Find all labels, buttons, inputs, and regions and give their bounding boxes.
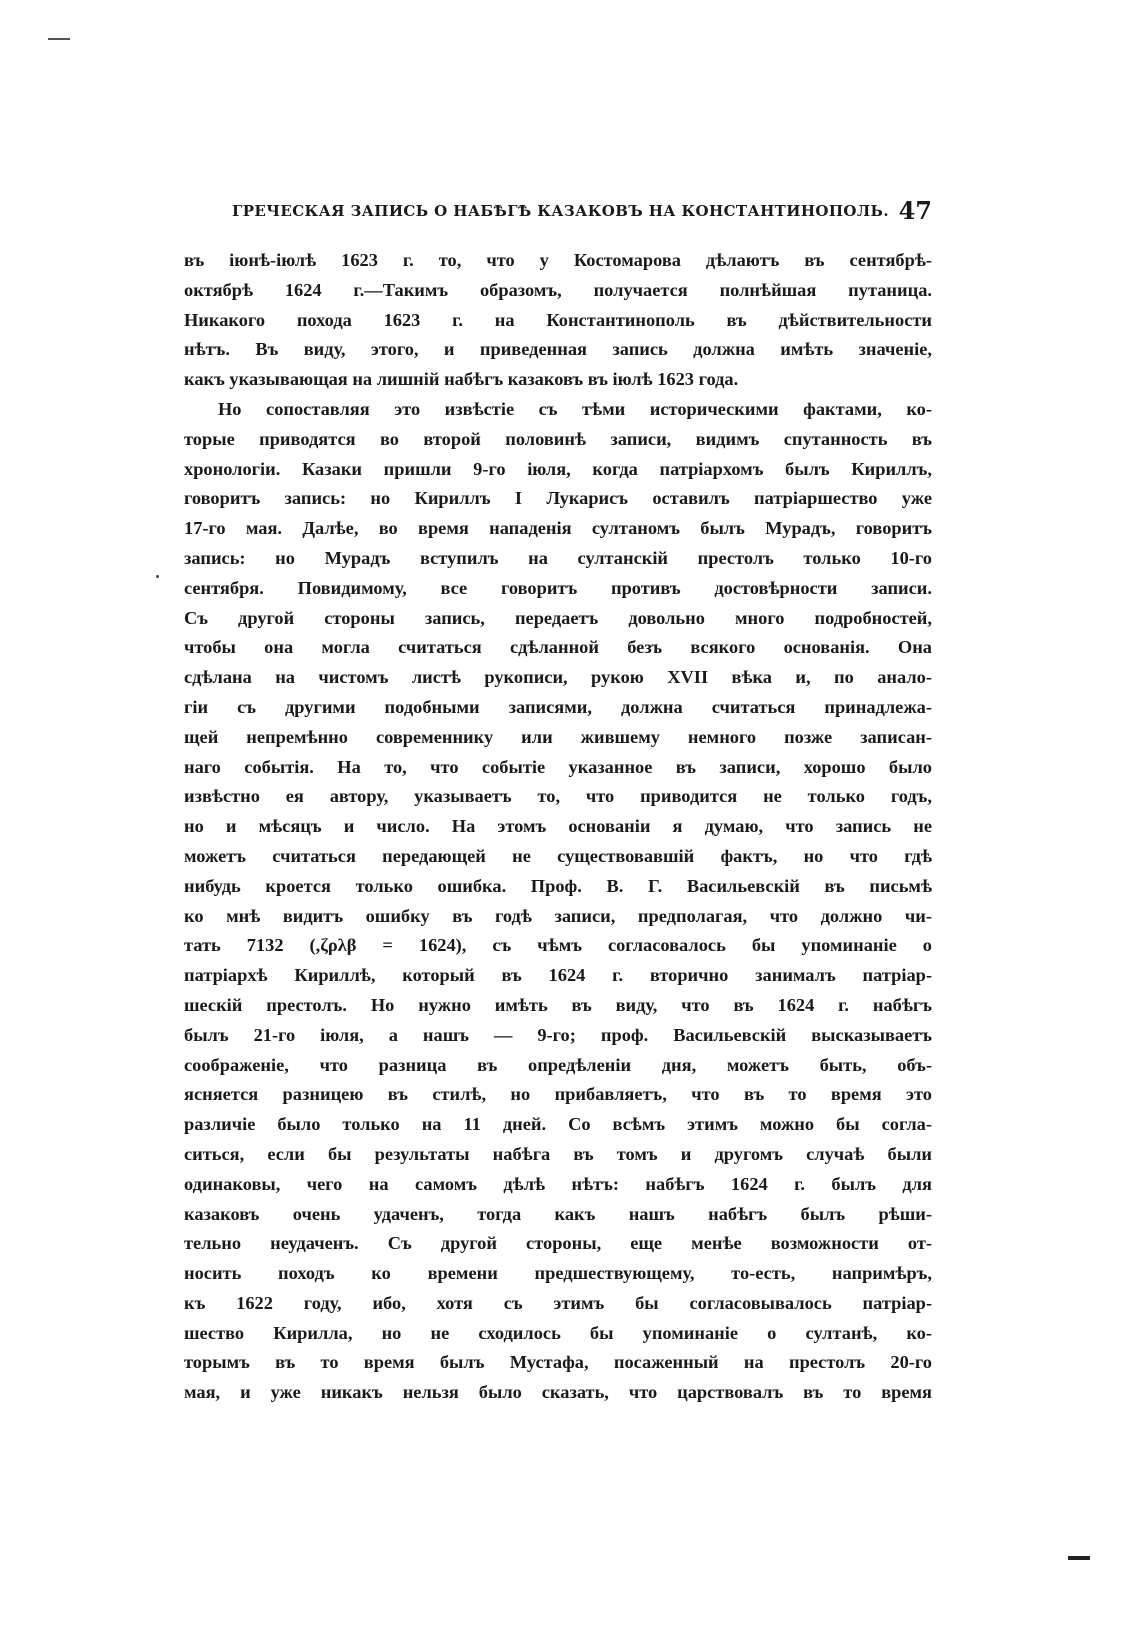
text-line: тельно неудаченъ. Съ другой стороны, еще менѣе возможности от- — [184, 1233, 932, 1254]
text-line: октябрѣ 1624 г.—Такимъ образомъ, получается полнѣйшая путаница. — [184, 279, 932, 300]
text-line: можетъ считаться передающей не существовавшій фактъ, но что гдѣ — [184, 845, 932, 866]
running-title: ГРЕЧЕСКАЯ ЗАПИСЬ О НАБѢГѢ КАЗАКОВЪ НА КОНСТАНТИНОПОЛЬ. — [232, 202, 889, 220]
text-line: сдѣлана на чистомъ листѣ рукописи, рукою XVII вѣка и, по анало- — [184, 667, 932, 688]
text-line: сентября. Повидимому, все говоритъ противъ достовѣрности записи. — [184, 577, 932, 598]
text-line: носить походъ ко времени предшествующему, то-есть, напримѣръ, — [184, 1263, 932, 1284]
page-number: 47 — [898, 196, 932, 225]
text-line: какъ указывающая на лишній набѣгъ казаковъ въ іюлѣ 1623 года. — [184, 369, 739, 390]
text-line: ко мнѣ видитъ ошибку въ годѣ записи, предполагая, что должно чи- — [184, 905, 932, 926]
text-line: торымъ въ то время былъ Мустафа, посаженный на престолъ 20-го — [184, 1352, 932, 1373]
text-line: запись: но Мурадъ вступилъ на султанскій престолъ только 10-го — [184, 547, 932, 568]
body-text — [184, 246, 932, 1408]
text-line: извѣстно ея автору, указываетъ то, что приводится не только годъ, — [184, 786, 932, 807]
text-line: хронологіи. Казаки пришли 9-го іюля, когда патріархомъ былъ Кириллъ, — [184, 458, 932, 479]
text-line: 17-го мая. Далѣе, во время нападенія султаномъ былъ Мурадъ, говоритъ — [184, 518, 932, 539]
text-line: различіе было только на 11 дней. Со всѣмъ этимъ можно бы согла- — [184, 1114, 932, 1135]
scan-corner-mark-bottom — [1068, 1556, 1090, 1560]
text-line: въ іюнѣ-іюлѣ 1623 г. то, что у Костомарова дѣлаютъ въ сентябрѣ- — [184, 250, 932, 270]
text-line: соображеніе, что разница въ опредѣленіи дня, можетъ быть, объ- — [184, 1054, 932, 1075]
text-line: нибудь кроется только ошибка. Проф. В. Г. Васильевскій въ письмѣ — [184, 875, 932, 896]
text-line: ясняется разницею въ стилѣ, но прибавляетъ, что въ то время это — [184, 1084, 932, 1105]
text-line: наго событія. На то, что событіе указанное въ записи, хорошо было — [184, 756, 932, 777]
text-line: къ 1622 году, ибо, хотя съ этимъ бы согласовывалось патріар- — [184, 1292, 932, 1313]
text-line: былъ 21-го іюля, а нашъ — 9-го; проф. Васильевскій высказываетъ — [184, 1024, 932, 1045]
text-line: ситься, если бы результаты набѣга въ томъ и другомъ случаѣ были — [184, 1143, 932, 1164]
text-line: чтобы она могла считаться сдѣланной безъ всякого основанія. Она — [184, 637, 932, 658]
text-line: щей непремѣнно современнику или жившему немного позже записан- — [184, 726, 932, 747]
text-line: говоритъ запись: но Кириллъ I Лукарисъ оставилъ патріаршество уже — [184, 488, 932, 509]
text-line: шескій престолъ. Но нужно имѣть въ виду, что въ 1624 г. набѣгъ — [184, 994, 932, 1015]
text-line: Но сопоставляя это извѣстіе съ тѣми историческими фактами, ко- — [218, 398, 932, 419]
scan-speck — [156, 575, 159, 578]
text-line: мая, и уже никакъ нельзя было сказать, что царствовалъ въ то время — [184, 1382, 932, 1403]
text-line: гіи съ другими подобными записями, должна считаться принадлежа- — [184, 696, 932, 717]
text-line: торые приводятся во второй половинѣ записи, видимъ спутанность въ — [184, 428, 932, 449]
text-line: шество Кирилла, но не сходилось бы упоминаніе о султанѣ, ко- — [184, 1322, 932, 1343]
text-line: нѣтъ. Въ виду, этого, и приведенная запись должна имѣть значеніе, — [184, 339, 932, 360]
page-header — [232, 196, 932, 224]
text-line: Съ другой стороны запись, передаетъ довольно много подробностей, — [184, 607, 932, 628]
text-line: патріархѣ Кириллѣ, который въ 1624 г. вторично занималъ патріар- — [184, 965, 932, 986]
text-line: Никакого похода 1623 г. на Константинополь въ дѣйствительности — [184, 309, 932, 330]
scan-corner-mark-top — [48, 38, 70, 40]
text-line: но и мѣсяцъ и число. На этомъ основаніи я думаю, что запись не — [184, 816, 932, 837]
text-line: тать 7132 (,ζρλβ = 1624), съ чѣмъ согласовалось бы упоминаніе о — [184, 935, 932, 956]
text-line: одинаковы, чего на самомъ дѣлѣ нѣтъ: набѣгъ 1624 г. былъ для — [184, 1173, 932, 1194]
text-line: казаковъ очень удаченъ, тогда какъ нашъ набѣгъ былъ рѣши- — [184, 1203, 932, 1224]
